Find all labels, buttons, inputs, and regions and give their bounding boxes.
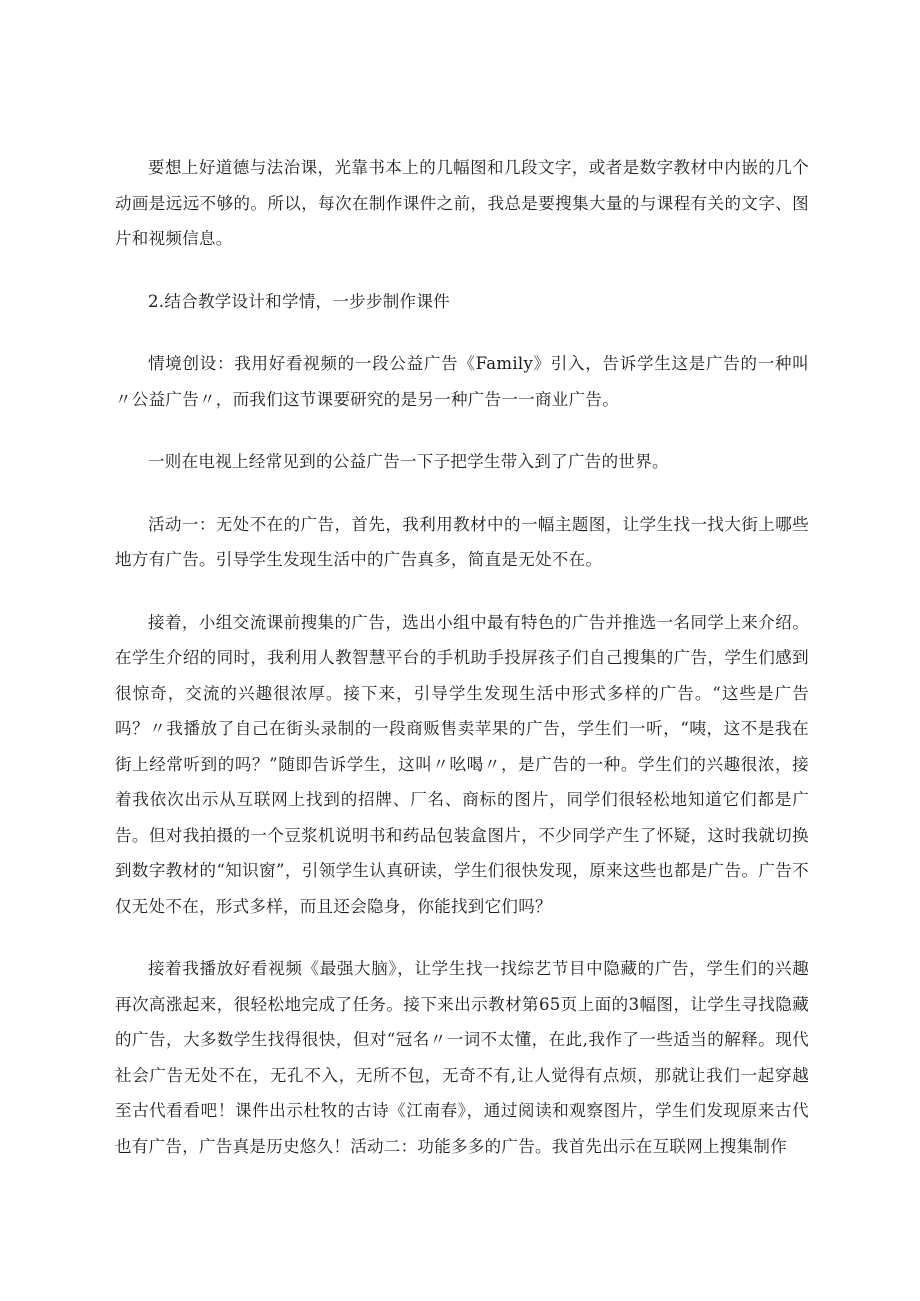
document-body: [115, 150, 809, 1191]
paragraph-activity-one: 活动一：无处不在的广告，首先，我利用教材中的一幅主题图，让学生找一找大街上哪些地方有广告。引导学生发现生活中的广告真多，简直是无处不在。: [115, 514, 809, 569]
paragraph-intro: 要想上好道德与法治课，光靠书本上的几幅图和几段文字，或者是数字教材中内嵌的几个动画是远远不够的。所以，每次在制作课件之前，我总是要搜集大量的与课程有关的文字、图片和视频信息。: [115, 158, 809, 248]
paragraph-hidden-ads: 接着我播放好看视频《最强大脑》，让学生找一找综艺节目中隐藏的广告，学生们的兴趣再次高涨起来，很轻松地完成了任务。接下来出示教材第65页上面的3幅图，让学生寻找隐藏的广告，大多数学生找得很快，但对“冠名〃一词不太懂，在此,我作了一些适当的解释。现代社会广告无处不在，无孔不入，无所不包，无奇不有,让人觉得有点烦，那就让我们一起穿越至古代看看吧！课件出示杜牧的古诗《江南春》，通过阅读和观察图片，学生们发现原来古代也有广告，广告真是历史悠久！活动二：功能多多的广告。我首先出示在互联网上搜集制作: [115, 959, 809, 1156]
paragraph-transition: 一则在电视上经常见到的公益广告一下子把学生带入到了广告的世界。: [148, 452, 669, 471]
paragraph-situation: 情境创设：我用好看视频的一段公益广告《Family》引入，告诉学生这是广告的一种叫〃公益广告〃，而我们这节课要研究的是另一种广告一一商业广告。: [115, 354, 809, 409]
paragraph-group-exchange: 接着，小组交流课前搜集的广告，选出小组中最有特色的广告并推选一名同学上来介绍。在学生介绍的同时，我利用人教智慧平台的手机助手投屏孩子们自己搜集的广告，学生们感到很惊奇，交流的兴趣很浓厚。接下来，引导学生发现生活中形式多样的广告。“这些是广告吗？〃我播放了自己在街头录制的一段商贩售卖苹果的广告，学生们一听，“咦，这不是我在街上经常听到的吗？”随即告诉学生，这叫〃吆喝〃，是广告的一种。学生们的兴趣很浓，接着我依次出示从互联网上找到的招牌、厂名、商标的图片，同学们很轻松地知道它们都是广告。但对我拍摄的一个豆浆机说明书和药品包装盒图片，不少同学产生了怀疑，这时我就切换到数字教材的“知识窗”，引领学生认真研读，学生们很快发现，原来这些也都是广告。广告不仅无处不在，形式多样，而且还会隐身，你能找到它们吗？: [115, 612, 809, 916]
section-heading: 2.结合教学设计和学情，一步步制作课件: [148, 291, 450, 311]
